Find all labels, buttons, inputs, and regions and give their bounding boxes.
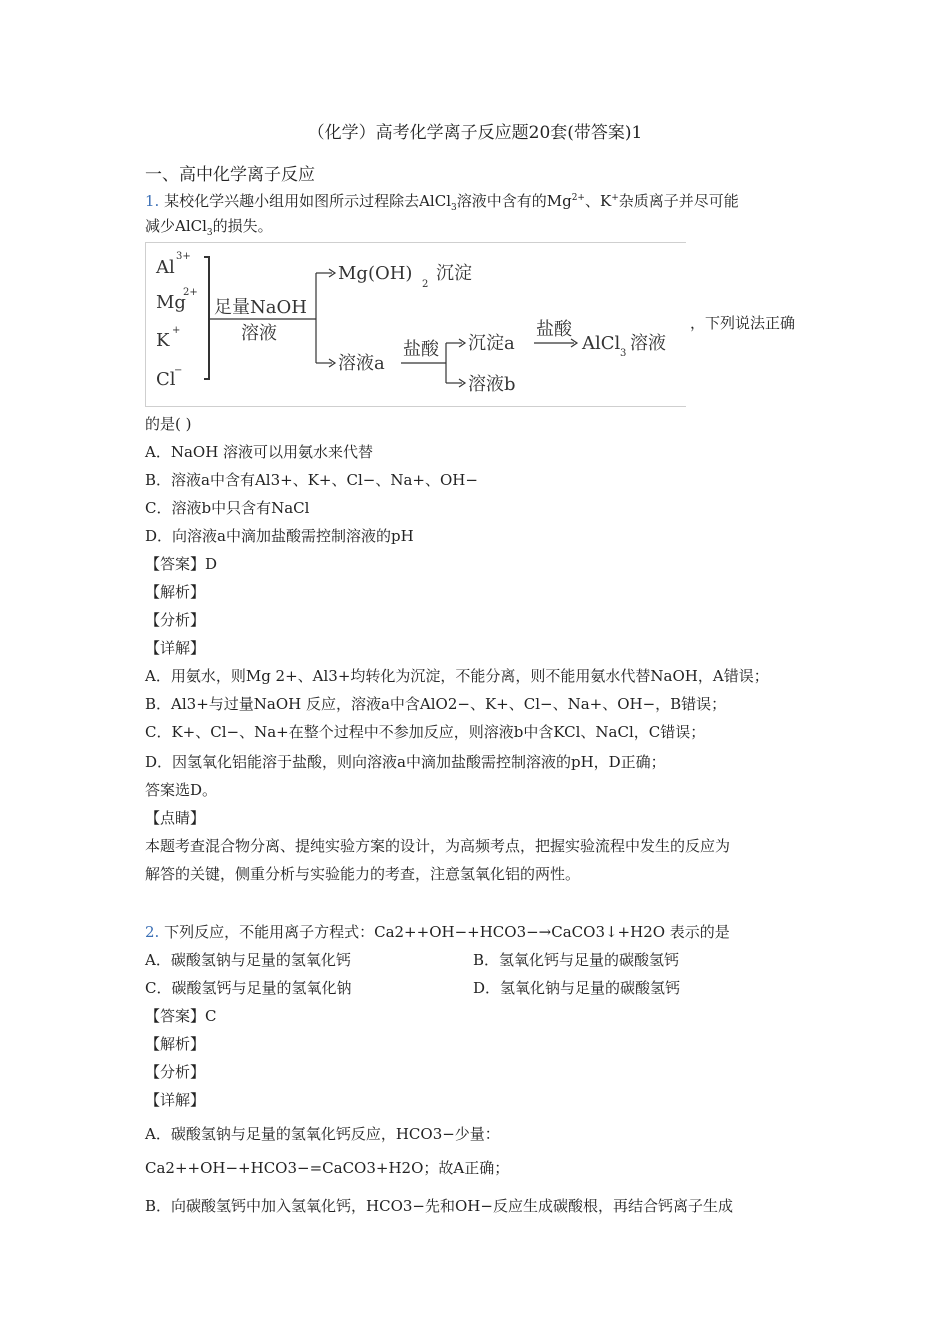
q1-number: 1. — [145, 192, 160, 210]
q2-option-c: C．碳酸氢钙与足量的氢氧化钠 — [145, 979, 352, 997]
q1-option-a: A．NaOH 溶液可以用氨水来代替 — [145, 443, 374, 461]
ion-cl: Cl — [156, 369, 176, 390]
q2-stem-text: 下列反应，不能用离子方程式：Ca2++OH−+HCO3−→CaCO3↓+H2O 表示的是 — [164, 923, 730, 941]
solution-a: 溶液a — [338, 353, 385, 374]
q1-stem-text-e: 减少AlCl — [145, 217, 207, 235]
q1-stem-text-c: 、K — [584, 192, 612, 210]
ion-mg: Mg — [156, 292, 186, 313]
ion-al-charge: 3+ — [176, 251, 191, 262]
ion-mg-charge: 2+ — [183, 287, 198, 298]
ion-cl-charge: − — [174, 365, 183, 376]
q1-comment-line2: 解答的关键，侧重分析与实验能力的考查，注意氢氧化铝的两性。 — [145, 865, 581, 883]
reagent-hcl-1: 盐酸 — [403, 339, 439, 360]
reagent-naoh: 足量NaOH — [214, 297, 307, 318]
q2-detail-a2: Ca2++OH−+HCO3−=CaCO3+H2O；故A正确； — [145, 1159, 510, 1177]
q1-comment-line1: 本题考查混合物分离、提纯实验方案的设计，为高频考点，把握实验流程中发生的反应为 — [145, 837, 731, 855]
solution-b: 溶液b — [468, 374, 516, 395]
q2-detail-a1: A．碳酸氢钠与足量的氢氧化钙反应，HCO3−少量： — [145, 1125, 500, 1143]
q1-fenxi: 【分析】 — [145, 611, 206, 629]
q1-detail-a: A．用氨水，则Mg 2+、Al3+均转化为沉淀，不能分离，则不能用氨水代替NaOH，A错误； — [145, 667, 769, 685]
q2-answer: 【答案】C — [145, 1007, 217, 1025]
q1-jiexi: 【解析】 — [145, 583, 206, 601]
q1-stem-text-f: 的损失。 — [212, 217, 273, 235]
reagent-hcl-2: 盐酸 — [536, 319, 572, 340]
q2-fenxi: 【分析】 — [145, 1063, 206, 1081]
q1-answer: 【答案】D — [145, 555, 218, 573]
q2-number: 2. — [145, 923, 160, 941]
ion-bracket — [204, 257, 209, 379]
flow-diagram-svg — [146, 243, 686, 406]
q2-detail-b1: B．向碳酸氢钙中加入氢氧化钙，HCO3−先和OH−反应生成碳酸根，再结合钙离子生成 — [145, 1197, 733, 1215]
q1-detail-conclusion: 答案选D。 — [145, 781, 218, 799]
q1-detail-c: C．K+、Cl−、Na+在整个过程中不参加反应，则溶液b中含KCl、NaCl，C错误； — [145, 723, 706, 741]
product-mgoh2: Mg(OH) — [338, 263, 413, 284]
document-title: （化学）高考化学离子反应题20套(带答案)1 — [307, 123, 643, 143]
q1-stem-line1 — [145, 188, 739, 218]
q1-stem-text-a: 某校化学兴趣小组用如图所示过程除去AlCl — [164, 192, 451, 210]
ion-al: Al — [156, 257, 175, 278]
final-alcl3: AlCl — [582, 333, 621, 354]
product-mgoh2-sub: 2 — [422, 279, 429, 290]
q1-xiangjie: 【详解】 — [145, 639, 206, 657]
q1-detail-d: D．因氢氧化铝能溶于盐酸，则向溶液a中滴加盐酸需控制溶液的pH，D正确； — [145, 753, 666, 771]
ion-k: K — [156, 330, 170, 351]
q1-option-b: B．溶液a中含有Al3+、K+、Cl−、Na+、OH− — [145, 471, 478, 489]
final-alcl3-sub: 3 — [620, 348, 627, 359]
ion-k-charge: + — [172, 325, 181, 336]
precipitate-a: 沉淀a — [468, 333, 515, 354]
q1-stem-text-d: 杂质离子并尽可能 — [618, 192, 739, 210]
q1-stem-after-diagram: ，下列说法正确 — [690, 314, 796, 332]
q1-stem-text-b: 溶液中含有的Mg — [456, 192, 572, 210]
q2-xiangjie: 【详解】 — [145, 1091, 206, 1109]
q2-option-d: D．氢氧化钠与足量的碳酸氢钙 — [473, 979, 681, 997]
q1-option-c: C．溶液b中只含有NaCl — [145, 499, 310, 517]
q1-stem-sup-b: + — [611, 193, 619, 203]
q2-option-b: B．氢氧化钙与足量的碳酸氢钙 — [473, 951, 680, 969]
q1-stem-line2 — [145, 216, 273, 243]
reagent-naoh-solution: 溶液 — [241, 323, 277, 344]
q2-stem — [145, 922, 730, 942]
final-solution: 溶液 — [630, 333, 666, 354]
q2-jiexi: 【解析】 — [145, 1035, 206, 1053]
q1-detail-b: B．Al3+与过量NaOH 反应，溶液a中含AlO2−、K+、Cl−、Na+、OH−，B错误； — [145, 695, 727, 713]
q1-stem-sub-b: 3 — [206, 228, 213, 238]
q2-option-a: A．碳酸氢钠与足量的氢氧化钙 — [145, 951, 351, 969]
q1-dianjing: 【点睛】 — [145, 809, 206, 827]
product-precipitate: 沉淀 — [436, 263, 472, 284]
section-heading: 一、高中化学离子反应 — [145, 165, 315, 185]
q1-stem-sub-a: 3 — [451, 203, 457, 213]
q1-stem-sup-a: 2+ — [571, 193, 585, 203]
flow-diagram — [145, 242, 686, 407]
q1-stem-end: 的是( ) — [145, 415, 192, 433]
q1-option-d: D．向溶液a中滴加盐酸需控制溶液的pH — [145, 527, 414, 545]
